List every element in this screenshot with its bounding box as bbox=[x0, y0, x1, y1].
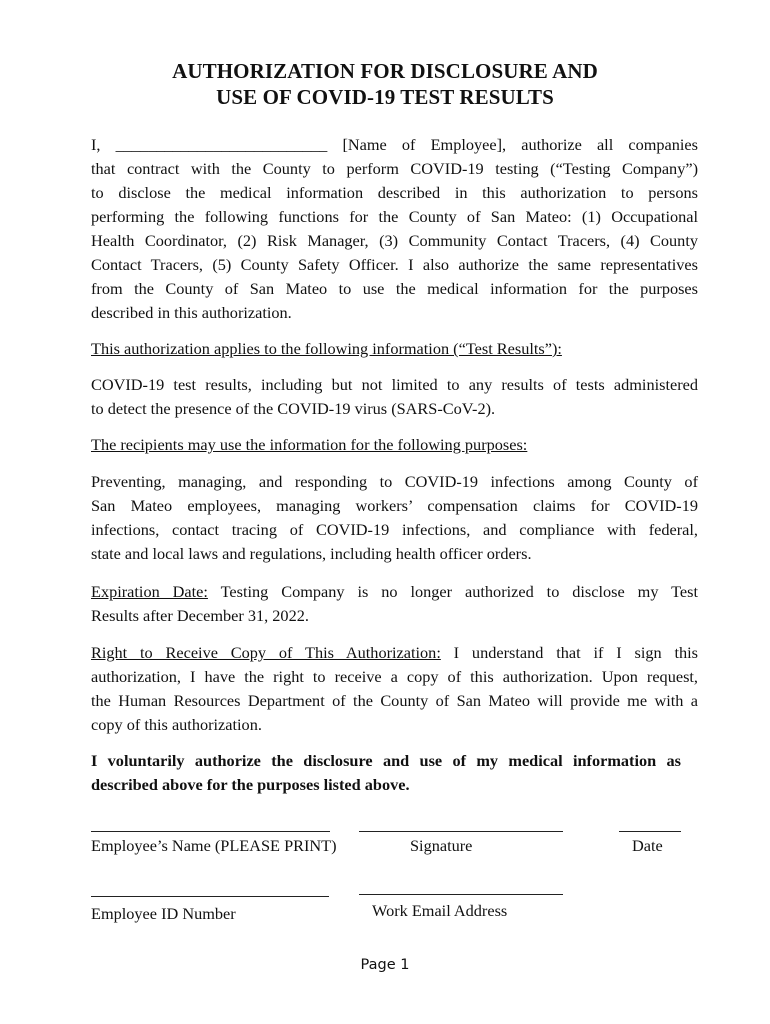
right-to-copy-line: the Human Resources Department of the County of San Mateo will provide me with a bbox=[91, 691, 698, 710]
intro-paragraph bbox=[91, 133, 698, 325]
purposes-heading bbox=[91, 433, 698, 457]
consent-line: described above for the purposes listed above. bbox=[91, 775, 410, 794]
employee-id-line[interactable] bbox=[91, 896, 329, 897]
employee-name-line[interactable] bbox=[91, 831, 330, 832]
consent-line: I voluntarily authorize the disclosure and use of my medical information as bbox=[91, 751, 681, 770]
applies-body bbox=[91, 373, 698, 421]
purposes-line: infections, contact tracing of COVID-19 infections, and compliance with federal, bbox=[91, 520, 698, 539]
date-line[interactable] bbox=[619, 831, 681, 832]
right-to-copy-label: Right to Receive Copy of This Authorization: bbox=[91, 643, 441, 662]
purposes-body bbox=[91, 470, 698, 566]
right-to-copy-line: authorization, I have the right to receive a copy of this authorization. Upon request, bbox=[91, 667, 698, 686]
work-email-label: Work Email Address bbox=[372, 901, 508, 920]
intro-line: I, __________________________ [Name of Employee], authorize all companies bbox=[91, 135, 698, 154]
purposes-heading-text: The recipients may use the information for the following purposes: bbox=[91, 435, 528, 454]
purposes-line: Preventing, managing, and responding to COVID-19 infections among County of bbox=[91, 472, 698, 491]
intro-line: that contract with the County to perform COVID-19 testing (“Testing Company”) bbox=[91, 159, 698, 178]
right-to-copy-paragraph bbox=[91, 641, 698, 737]
signature-label: Signature bbox=[410, 836, 473, 855]
expiration-line1 bbox=[91, 580, 698, 604]
intro-line: from the County of San Mateo to use the medical information for the purposes bbox=[91, 279, 698, 298]
right-to-copy-text: I understand that if I sign this bbox=[440, 643, 698, 662]
intro-line: Health Coordinator, (2) Risk Manager, (3) Community Contact Tracers, (4) County bbox=[91, 231, 698, 250]
intro-line: performing the following functions for the County of San Mateo: (1) Occupational bbox=[91, 207, 698, 226]
date-label: Date bbox=[632, 836, 663, 855]
signature-line[interactable] bbox=[359, 831, 563, 832]
expiration-text: Testing Company is no longer authorized to disclose my Test bbox=[207, 582, 699, 601]
page-number: Page 1 bbox=[360, 957, 410, 973]
right-to-copy-line: copy of this authorization. bbox=[91, 715, 262, 734]
applies-line: to detect the presence of the COVID-19 virus (SARS-CoV-2). bbox=[91, 399, 496, 418]
employee-name-label: Employee’s Name (PLEASE PRINT) bbox=[91, 836, 337, 855]
intro-line: Contact Tracers, (5) County Safety Officer. I also authorize the same representatives bbox=[91, 255, 698, 274]
employee-id-label: Employee ID Number bbox=[91, 904, 236, 923]
work-email-line[interactable] bbox=[359, 894, 563, 895]
purposes-line: San Mateo employees, managing workers’ compensation claims for COVID-19 bbox=[91, 496, 698, 515]
consent-paragraph bbox=[91, 749, 681, 797]
intro-line: described in this authorization. bbox=[91, 303, 292, 322]
applies-heading bbox=[91, 337, 698, 361]
expiration-line2: Results after December 31, 2022. bbox=[91, 606, 309, 625]
applies-heading-text: This authorization applies to the following information (“Test Results”): bbox=[91, 339, 562, 358]
right-to-copy-line1 bbox=[91, 641, 698, 665]
document-title-line2: USE OF COVID-19 TEST RESULTS bbox=[216, 85, 554, 109]
document-title-line1: AUTHORIZATION FOR DISCLOSURE AND bbox=[172, 59, 598, 83]
intro-line: to disclose the medical information described in this authorization to persons bbox=[91, 183, 698, 202]
purposes-line: state and local laws and regulations, including health officer orders. bbox=[91, 544, 532, 563]
expiration-label: Expiration Date: bbox=[91, 582, 208, 601]
expiration-paragraph bbox=[91, 580, 698, 628]
applies-line: COVID-19 test results, including but not limited to any results of tests administered bbox=[91, 375, 698, 394]
